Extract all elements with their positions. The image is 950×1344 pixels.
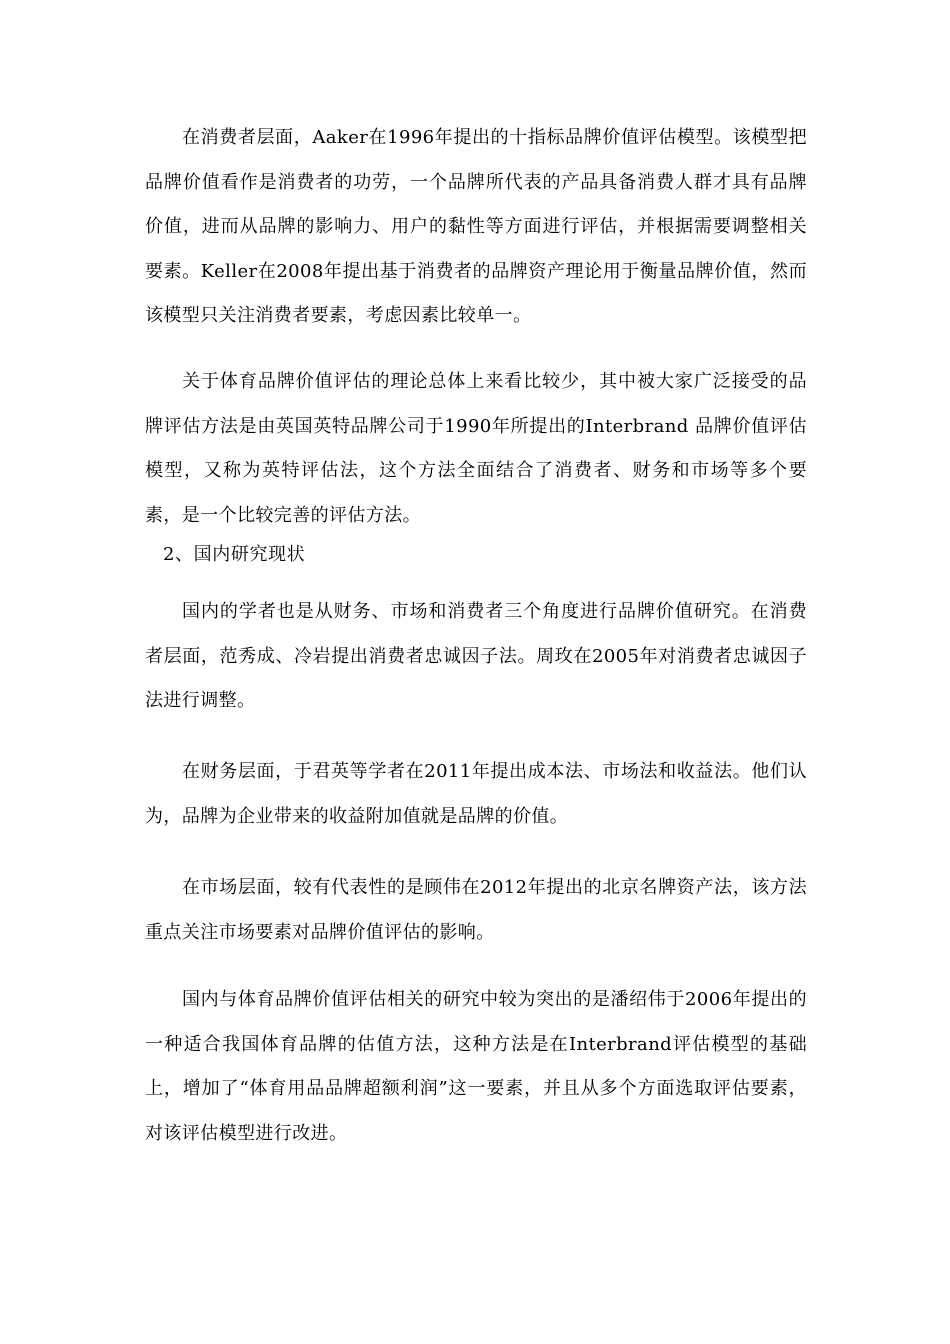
paragraph-interbrand-model: 关于体育品牌价值评估的理论总体上来看比较少，其中被大家广泛接受的品牌评估方法是由英国英特品牌公司于1990年所提出的Interbrand 品牌价值评估模型，又称为英特评估法，这个方法全面结合了消费者、财务和市场等多个要素，是一个比较完善的评估方法。 — [145, 371, 807, 526]
paragraph-sports-brand-valuation: 国内与体育品牌价值评估相关的研究中较为突出的是潘绍伟于2006年提出的一种适合我国体育品牌的估值方法，这种方法是在Interbrand评估模型的基础上，增加了“体育用品品牌超额利润”这一要素，并且从多个方面选取评估要素，对该评估模型进行改进。 — [145, 989, 807, 1144]
paragraph-aaker-model: 在消费者层面，Aaker在1996年提出的十指标品牌价值评估模型。该模型把品牌价值看作是消费者的功劳，一个品牌所代表的产品具备消费人群才具有品牌价值，进而从品牌的影响力、用户的黏性等方面进行评估，并根据需要调整相关要素。Keller在2008年提出基于消费者的品牌资产理论用于衡量品牌价值，然而该模型只关注消费者要素，考虑因素比较单一。 — [145, 127, 807, 326]
section-heading-domestic-research: 2、国内研究现状 — [163, 544, 306, 565]
paragraph-financial-level: 在财务层面，于君英等学者在2011年提出成本法、市场法和收益法。他们认为，品牌为企业带来的收益附加值就是品牌的价值。 — [145, 761, 807, 827]
paragraph-domestic-scholars: 国内的学者也是从财务、市场和消费者三个角度进行品牌价值研究。在消费者层面，范秀成、冷岩提出消费者忠诚因子法。周玫在2005年对消费者忠诚因子法进行调整。 — [145, 601, 807, 711]
paragraph-market-level: 在市场层面，较有代表性的是顾伟在2012年提出的北京名牌资产法，该方法重点关注市场要素对品牌价值评估的影响。 — [145, 877, 807, 943]
